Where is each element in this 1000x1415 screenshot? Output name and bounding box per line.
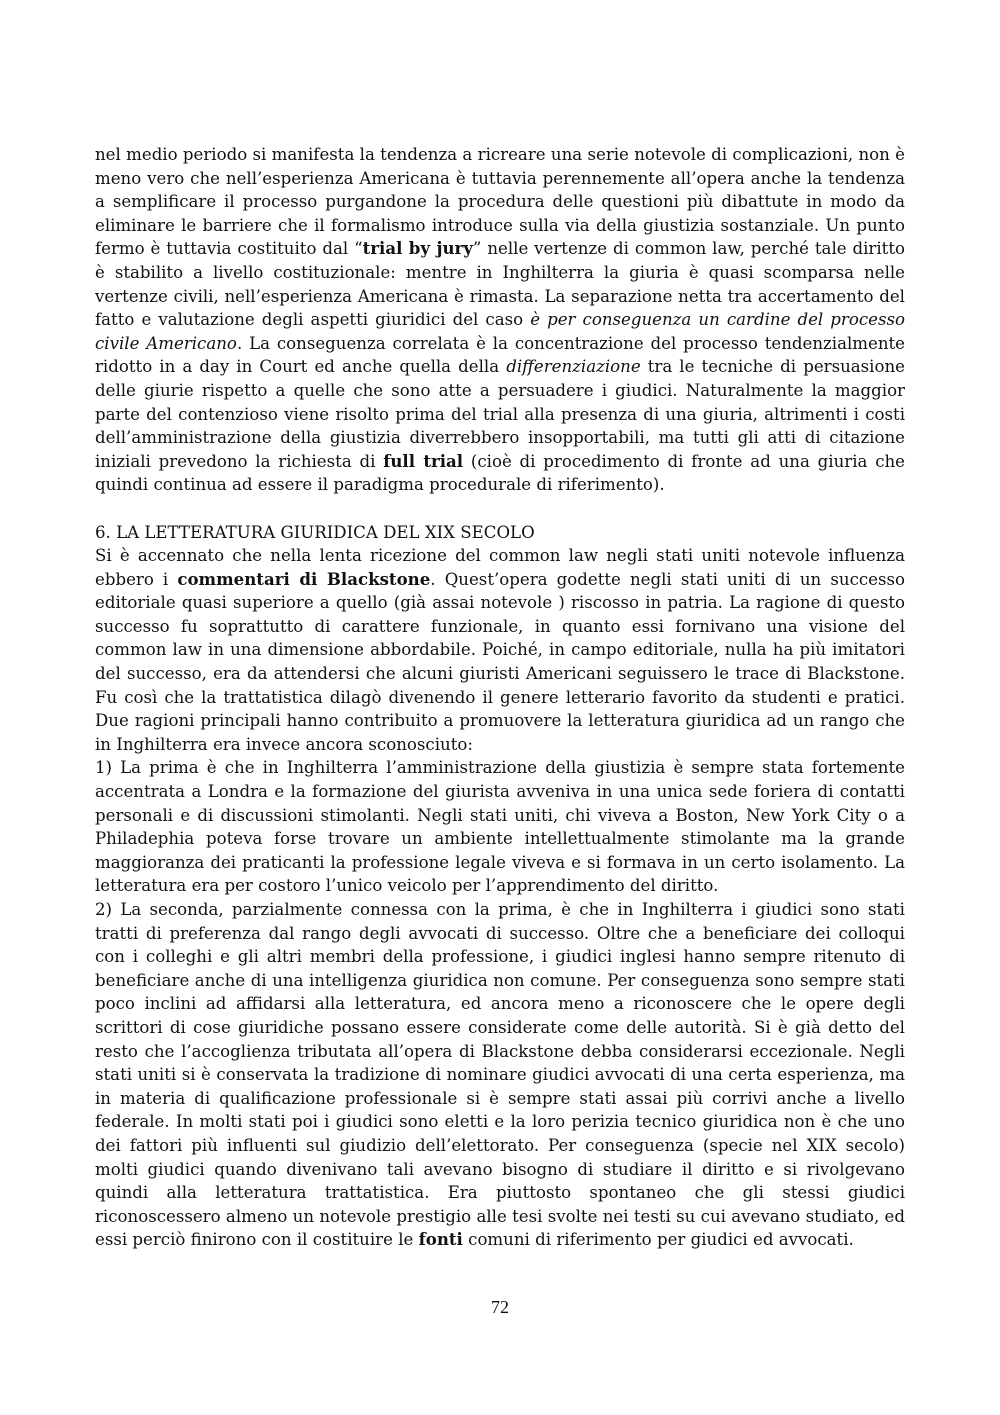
text-run: . Quest’opera godette negli stati uniti di un successo editoriale quasi superiore a quello (già assai notevole ) riscosso in patria. La ragione di questo successo fu soprattutto di carattere funzionale, in quanto essi fornivano una visione del common law in una dimensione abbordabile. Poiché, in campo editoriale, nulla ha più imitatori del successo, era da attendersi che alcuni giuristi Americani seguissero le trace di Blackstone. Fu così che la trattatistica dilagò divenendo il genere letterario favorito da studenti e pratici. Due ragioni principali hanno contribuito a promuovere la letteratura giuridica ad un rango che in Inghilterra era invece ancora sconosciuto: (95, 569, 905, 754)
bold-term-trial-by-jury: trial by jury (362, 238, 473, 259)
text-run: (cioè di procedimento di fronte ad una giuria che quindi continua ad essere il paradigma procedurale di riferimento). (95, 451, 905, 495)
italic-phrase: è per conseguenza un cardine del processo civile Americano (95, 310, 905, 353)
text-run: 2) La seconda, parzialmente connessa con la prima, è che in Inghilterra i giudici sono stati tratti di preferenza dal rango degli avvocati di successo. Oltre che a beneficiare dei colloqui con i colleghi e gli altri membri della professione, i giudici inglesi hanno sempre ritenuto di beneficiare anche di una intelligenza giuridica non comune. Per conseguenza sono sempre stati poco inclini ad affidarsi alla letteratura, ed ancora meno a riconoscere che le opere degli scrittori di cose giuridiche possano essere considerate come delle autorità. Si è già detto del resto che l’accoglienza tributata all’opera di Blackstone debba considerarsi eccezionale. Negli stati uniti si è conservata la tradizione di nominare giudici avvocati di una certa esperienza, ma in materia di qualificazione professionale si è sempre stati assai più corrivi anche a livello federale. In molti stati poi i giudici sono eletti e la loro perizia tecnico giuridica non è che uno dei fattori più influenti sul giudizio dell’elettorato. Per conseguenza (specie nel XIX secolo) molti giudici quando divenivano tali avevano bisogno di studiare il diritto e si rivolgevano quindi alla letteratura trattatistica. Era piuttosto spontaneo che gli stessi giudici riconoscessero almeno un notevole prestigio alle tesi svolte nei testi su cui avevano studiato, ed essi perciò finirono con il costituire le (95, 900, 905, 1250)
text-run: nel medio periodo si manifesta la tendenza a ricreare una serie notevole di complicazioni, non è meno vero che nell’esperienza Americana è tuttavia perennemente all’opera anche la tendenza a semplificare il processo purgandone la procedura delle questioni più dibattute in modo da eliminare le barriere che il formalismo introduce sulla via della giustizia sostanziale. Un punto fermo è tuttavia costituito dal “ (95, 145, 905, 259)
text-run: comuni di riferimento per giudici ed avvocati. (462, 1230, 854, 1250)
italic-term-differenziazione: differenziazione (506, 357, 641, 377)
text-run: Si è accennato che nella lenta ricezione del common law negli stati uniti notevole influenza ebbero i (95, 546, 905, 589)
paragraph-blackstone (95, 544, 905, 756)
bold-term-fonti: fonti (418, 1229, 463, 1250)
paragraph-spacer (95, 497, 905, 521)
text-run: ” nelle vertenze di common law, perché tale diritto è stabilito a livello costituzionale: mentre in Inghilterra la giuria è quasi scomparsa nelle vertenze civili, nell’esperienza Americana è rimasta. La separazione netta tra accertamento del fatto e valutazione degli aspetti giuridici del caso (95, 239, 905, 330)
paragraph-reason-one: 1) La prima è che in Inghilterra l’amministrazione della giustizia è sempre stata fortemente accentrata a Londra e la formazione del giurista avveniva in una unica sede foriera di contatti personali e di discussioni stimolanti. Negli stati uniti, chi viveva a Boston, New York City o a Philadephia poteva forse trovare un ambiente intellettualmente stimolante ma la grande maggioranza dei praticanti la professione legale viveva e si formava in un certo isolamento. La letteratura era per costoro l’unico veicolo per l’apprendimento del diritto. (95, 758, 905, 896)
section-heading: 6. LA LETTERATURA GIURIDICA DEL XIX SECOLO (95, 522, 535, 542)
bold-term-full-trial: full trial (383, 450, 464, 471)
paragraph-reason-two (95, 898, 905, 1252)
text-run: . La conseguenza correlata è la concentrazione del processo tendenzialmente ridotto in a day in Court ed anche quella della (95, 333, 906, 377)
bold-term-commentari: commentari di Blackstone (177, 568, 431, 589)
paragraph-jury-trial (95, 143, 905, 497)
text-run: tra le tecniche di persuasione delle giurie rispetto a quelle che sono atte a persuadere i giudici. Naturalmente la maggior parte del contenzioso viene risolto prima del trial alla presenza di una giuria, altrimenti i costi dell’amministrazione della giustizia diverrebbero insopportabili, ma tutti gli atti di citazione iniziali prevedono la richiesta di (95, 357, 905, 471)
page-body (95, 143, 905, 1252)
page-number: 72 (491, 1297, 509, 1317)
